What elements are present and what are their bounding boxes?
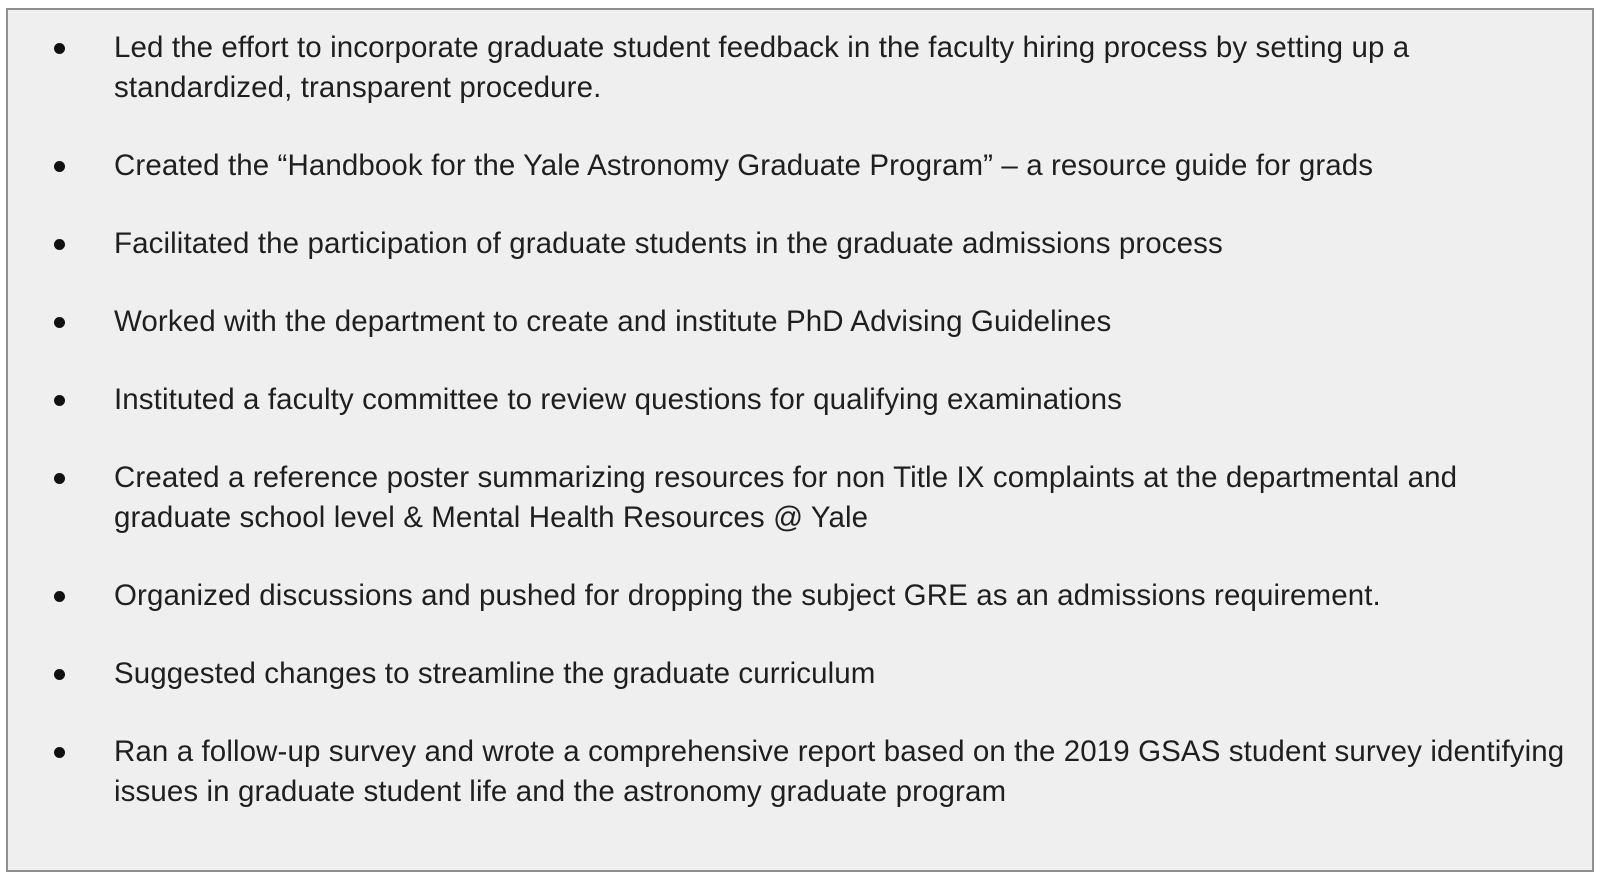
- list-item-text: Ran a follow-up survey and wrote a comprehensive report based on the 2019 GSAS student survey identifying issues in graduate student life and the astronomy graduate program: [114, 735, 1565, 808]
- bullet-icon: [54, 43, 65, 54]
- bullet-icon: [54, 591, 65, 602]
- list-item-text: Created the “Handbook for the Yale Astronomy Graduate Program” – a resource guide for grads: [114, 149, 1374, 182]
- bullet-icon: [54, 161, 65, 172]
- list-item-text: Facilitated the participation of graduate students in the graduate admissions process: [114, 227, 1223, 260]
- list-item: [8, 654, 1572, 694]
- bullet-icon: [54, 669, 65, 680]
- bullet-icon: [54, 239, 65, 250]
- list-item: [8, 146, 1572, 186]
- list-item: [8, 302, 1572, 342]
- bullet-icon: [54, 395, 65, 406]
- list-item: [8, 28, 1572, 108]
- bullet-list: [8, 10, 1592, 812]
- list-item: [8, 458, 1572, 538]
- accomplishments-box: [6, 8, 1594, 872]
- list-item: [8, 576, 1572, 616]
- list-item-text: Suggested changes to streamline the graduate curriculum: [114, 657, 876, 690]
- list-item: [8, 224, 1572, 264]
- list-item-text: Led the effort to incorporate graduate student feedback in the faculty hiring process by setting up a standardized, transparent procedure.: [114, 31, 1410, 104]
- list-item: [8, 380, 1572, 420]
- list-item: [8, 732, 1572, 812]
- list-item-text: Instituted a faculty committee to review questions for qualifying examinations: [114, 383, 1123, 416]
- bullet-icon: [54, 317, 65, 328]
- list-item-text: Created a reference poster summarizing resources for non Title IX complaints at the departmental and graduate school level & Mental Health Resources @ Yale: [114, 461, 1458, 534]
- bullet-icon: [54, 473, 65, 484]
- list-item-text: Organized discussions and pushed for dropping the subject GRE as an admissions requirement.: [114, 579, 1381, 612]
- bullet-icon: [54, 747, 65, 758]
- list-item-text: Worked with the department to create and institute PhD Advising Guidelines: [114, 305, 1112, 338]
